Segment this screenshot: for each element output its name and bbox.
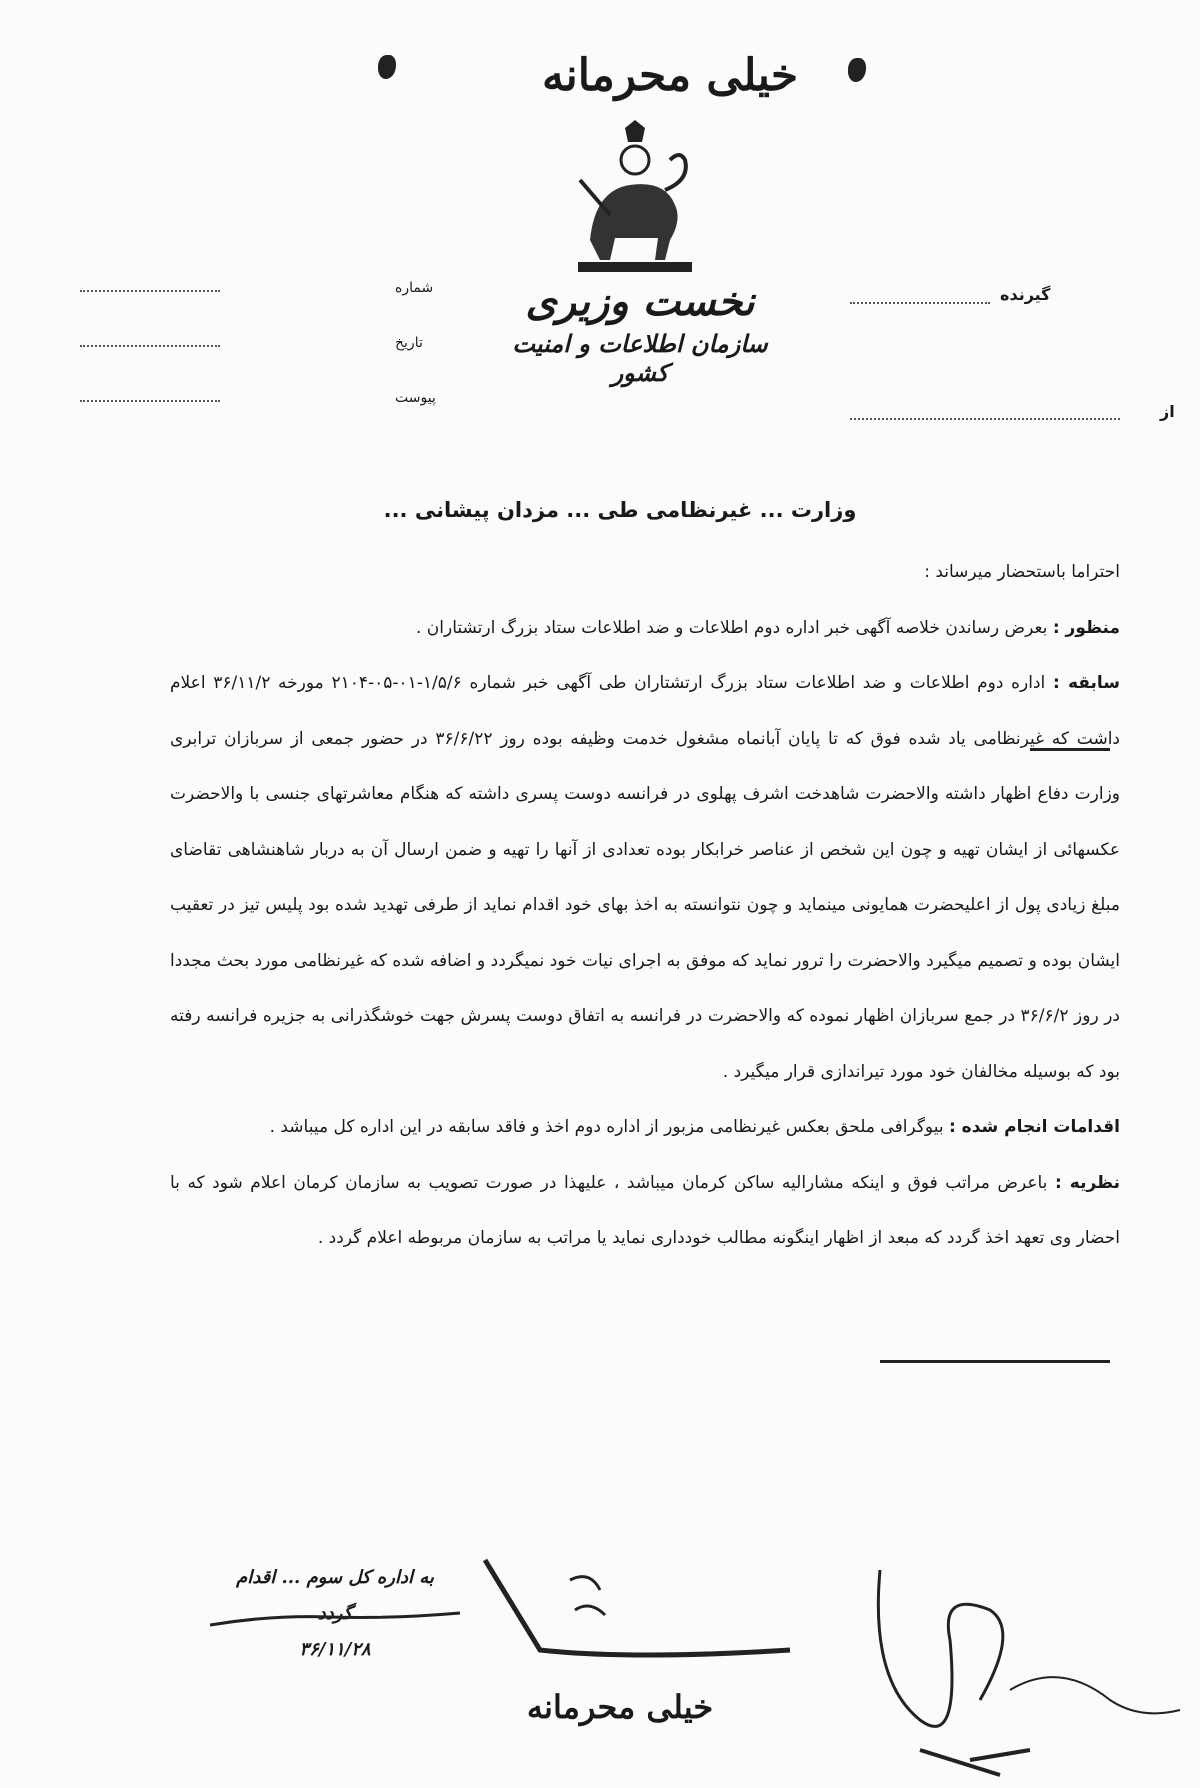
attachment-field-line (80, 400, 220, 402)
opinion-text: باعرض مراتب فوق و اینکه مشارالیه ساکن کرمان میباشد ، علیهذا در صورت تصویب به سازمان کرمان اعلام شود که با احضار وی تعهد اخذ گردد که مبعد از اظهار اینگونه مطالب خودداری نماید یا مراتب به سازمان مربوطه اعلام گردد . (170, 1172, 1120, 1248)
background-label: سابقه : (1052, 673, 1120, 693)
handwritten-classification-mark: خیلی محرمانه (541, 50, 799, 101)
lion-and-sun-emblem-icon (570, 120, 700, 280)
date-field-line (80, 345, 220, 347)
actions-text: بیوگرافی ملحق بعکس غیرنظامی مزبور از اداره دوم اخذ و فاقد سابقه در این اداره کل میباشد . (269, 1117, 944, 1137)
opinion-paragraph (170, 1156, 1120, 1267)
opinion-label: نظریه : (1054, 1172, 1120, 1193)
background-text: اداره دوم اطلاعات و ضد اطلاعات ستاد بزرگ ارتشتاران طی آگهی خبر شماره ۱/۵/۶-۰۱-۰۵-۲۱۰۴ مورخه ۳۶/۱۱/۲ اعلام داشت که غیرنظامی یاد شده فوق که تا پایان آبانماه مشغول خدمت وظیفه بوده روز ۳۶/۶/۲۲ در حضور جمعی از سربازان ترابری وزارت دفاع اظهار داشته والاحضرت شاهدخت اشرف پهلوی در فرانسه دوست پسری داشته که هنگام معاشرتهای جنسی با والاحضرت عکسهائی از ایشان تهیه و چون این شخص از عناصر خرابکار بوده تعدادی از آنها را تهیه و ضمن ارسال آن به دربار شاهنشاهی تقاضای مبلغ زیادی پول از اعلیحضرت همایونی مینماید و چون نتوانسته به اخذ بهای خود اقدام نماید از طرفی تهدید شده بود پلیس تیز در تعقیب ایشان بوده و تصمیم میگیرد والاحضرت را ترور نماید که موفق به اجرای نیات خود نمیگردد و اضافه شده که غیرنظامی مورد بحث مجددا در روز ۳۶/۶/۲ در جمع سربازان اظهار نموده که والاحضرت در فرانسه به اتفاق دوست پسرش جهت خوشگذرانی به جزیره فرانسه رفته بود که بوسیله مخالفان خود مورد تیراندازی قرار میگیرد . (170, 673, 1120, 1082)
number-label: شماره (395, 280, 434, 296)
letter-body (170, 545, 1120, 1267)
ink-blot-icon (848, 58, 866, 82)
attachment-label: پیوست (395, 390, 436, 406)
date-label: تاریخ (395, 335, 423, 351)
organization-header (500, 278, 780, 387)
actions-paragraph (170, 1100, 1120, 1156)
purpose-text: بعرض رساندن خلاصه آگهی خبر اداره دوم اطلاعات و ضد اطلاعات ستاد بزرگ ارتشتاران . (415, 617, 1048, 638)
ink-blot-icon (378, 55, 396, 79)
number-field-line (80, 290, 220, 292)
purpose-label: منظور : (1052, 617, 1120, 638)
sender-field-line (850, 418, 1120, 420)
recipient-field-line (850, 302, 990, 304)
purpose-paragraph (170, 601, 1120, 657)
signature-mark-icon (480, 1540, 800, 1680)
org-subtitle: سازمان اطلاعات و امنیت کشور (512, 329, 768, 387)
handwritten-note: به اداره کل سوم ... اقدام گردد ۳۶/۱۱/۲۸ (236, 1567, 434, 1660)
sender-label: از (1160, 402, 1175, 421)
background-paragraph (170, 656, 1120, 1100)
label-underline (880, 1360, 1110, 1363)
org-title: نخست وزیری (525, 278, 755, 325)
signature-scribble-icon (210, 1555, 470, 1685)
label-underline (1030, 748, 1110, 751)
classification-stamp: خیلی محرمانه (526, 1688, 714, 1726)
greeting: احتراما باستحضار میرساند : (924, 562, 1120, 582)
official-signature-icon (860, 1560, 1190, 1780)
recipient-label: گیرنده (1000, 285, 1051, 304)
actions-label: اقدامات انجام شده : (948, 1117, 1120, 1137)
subject-line: وزارت ... غیرنظامی طی ... مزدان پیشانی ... (383, 498, 857, 522)
